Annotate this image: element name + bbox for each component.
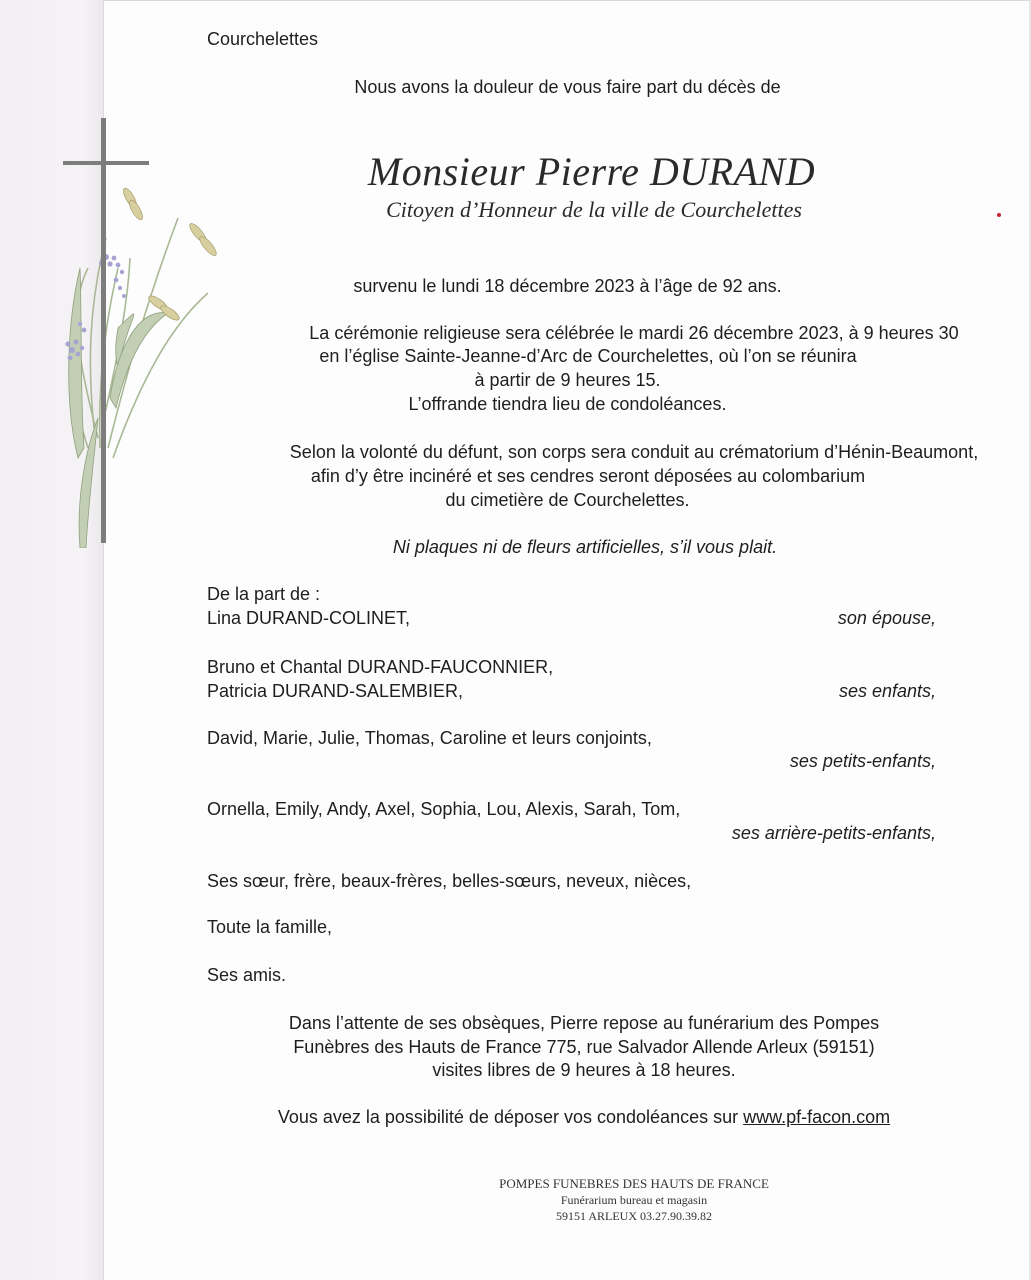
honorary-title: Citoyen d’Honneur de la ville de Courchelettes: [386, 197, 802, 222]
intro-text: Nous avons la douleur de vous faire part du décès de: [354, 77, 781, 97]
footer-address: 59151 ARLEUX 03.27.90.39.82: [556, 1209, 712, 1223]
visits-line-3: visites libres de 9 heures à 18 heures.: [432, 1060, 736, 1080]
visits-line-2: Funèbres des Hauts de France 775, rue Salvador Allende Arleux (59151): [293, 1037, 875, 1057]
cremation-line-3: du cimetière de Courchelettes.: [445, 490, 690, 510]
ceremony-line-4: L’offrande tiendra lieu de condoléances.: [408, 394, 727, 414]
footer-company: POMPES FUNEBRES DES HAUTS DE FRANCE: [499, 1176, 769, 1191]
spouse-name: Lina DURAND-COLINET,: [207, 608, 411, 628]
condolences-link[interactable]: www.pf-facon.com: [743, 1107, 891, 1127]
great-grandchildren-relation: ses arrière-petits-enfants,: [731, 823, 936, 843]
footer-services: Funérarium bureau et magasin: [560, 1193, 708, 1207]
grandchildren-relation: ses petits-enfants,: [789, 751, 936, 771]
flowers-note: Ni plaques ni de fleurs artificielles, s’il vous plait.: [392, 537, 778, 557]
deceased-name: Monsieur Pierre DURAND: [367, 149, 816, 194]
ceremony-line-2: en l’église Sainte-Jeanne-d’Arc de Courchelettes, où l’on se réunira: [319, 346, 857, 366]
condolences-line: [104, 1106, 1031, 1129]
visits-line-1: Dans l’attente de ses obsèques, Pierre repose au funérarium des Pompes: [288, 1013, 880, 1033]
cremation-line-2: afin d’y être incinéré et ses cendres seront déposées au colombarium: [310, 466, 866, 486]
spouse-relation: son épouse,: [837, 608, 936, 628]
ceremony-line-1: La cérémonie religieuse sera célébrée le mardi 26 décembre 2023, à 9 heures 30: [309, 323, 959, 343]
top-edge-line: [104, 0, 1031, 1]
cremation-line-1: Selon la volonté du défunt, son corps sera conduit au crématorium d’Hénin-Beaumont,: [289, 442, 979, 462]
ceremony-line-3: à partir de 9 heures 15.: [474, 370, 661, 390]
death-date-text: survenu le lundi 18 décembre 2023 à l’âge de 92 ans.: [353, 276, 782, 296]
children-line-1: Bruno et Chantal DURAND-FAUCONNIER,: [207, 657, 554, 677]
family-intro: De la part de :: [207, 584, 321, 604]
red-mark: [997, 213, 1001, 217]
children-line-2: Patricia DURAND-SALEMBIER,: [207, 681, 464, 701]
friends-line: Ses amis.: [207, 965, 287, 985]
whole-family-line: Toute la famille,: [207, 917, 333, 937]
grandchildren-names: David, Marie, Julie, Thomas, Caroline et leurs conjoints,: [207, 728, 652, 748]
town-label: Courchelettes: [207, 29, 319, 49]
great-grandchildren-names: Ornella, Emily, Andy, Axel, Sophia, Lou, Alexis, Sarah, Tom,: [207, 799, 681, 819]
children-relation: ses enfants,: [838, 681, 936, 701]
condolences-text: Vous avez la possibilité de déposer vos condoléances sur: [277, 1107, 739, 1127]
siblings-line: Ses sœur, frère, beaux-frères, belles-sœurs, neveux, nièces,: [207, 871, 692, 891]
